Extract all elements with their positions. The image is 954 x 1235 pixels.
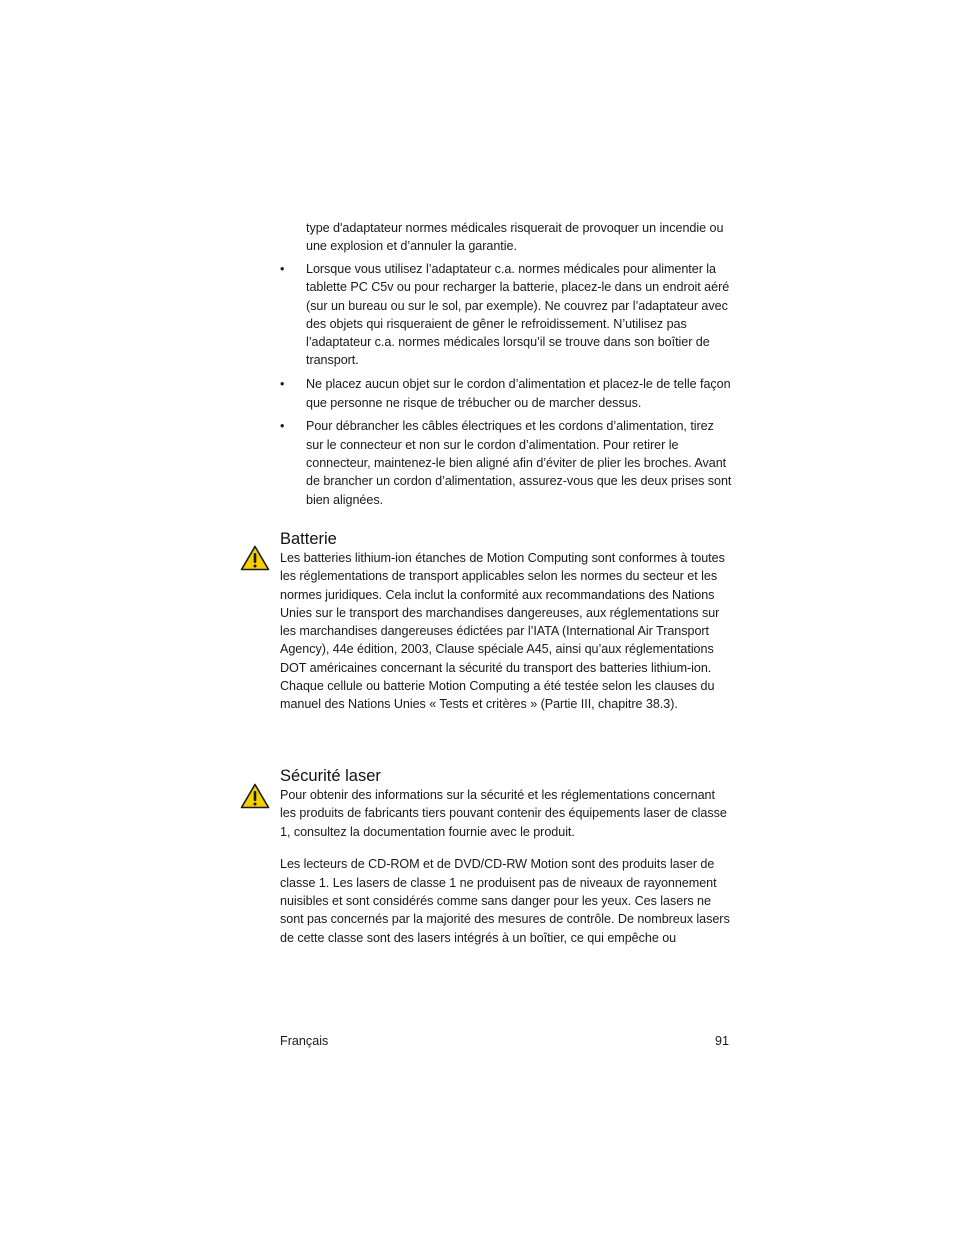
- bullet-text: Pour débrancher les câbles électriques et les cordons d’alimentation, tirez sur le connecteur et non sur le cordon d’alimentation. Pour retirer le connecteur, maintenez-le bien aligné afin d’éviter de plier les broches. Avant de brancher un cordon d’alimentation, assurez-vous que les deux prises sont bien alignées.: [306, 419, 732, 507]
- battery-section: [280, 529, 732, 714]
- bullet-text: Lorsque vous utilisez l’adaptateur c.a. normes médicales pour alimenter la tablette PC C5v ou pour recharger la batterie, placez-le dans un endroit aéré (sur un bureau ou sur le sol, par exemple). Ne couvrez par l’adaptateur avec des objets qui risqueraient de gêner le refroidissement. N’utilisez pas l’adaptateur c.a. normes médicales lorsqu’il se trouve dans son boîtier de transport.: [306, 262, 730, 368]
- laser-paragraph-2: Les lecteurs de CD-ROM et de DVD/CD-RW Motion sont des produits laser de classe 1. Les lasers de classe 1 ne produisent pas de niveaux de rayonnement nuisibles et sont considérés comme sans danger pour les yeux. Ces lasers ne sont pas concernés par la majorité des mesures de contrôle. De nombreux lasers de cette classe sont des lasers intégrés à un boîtier, ce qui empêche ou: [280, 857, 730, 945]
- bullet-text: Ne placez aucun objet sur le cordon d’alimentation et placez-le de telle façon que personne ne risque de trébucher ou de marcher dessus.: [306, 377, 731, 410]
- bullet-item: [280, 260, 732, 370]
- warning-triangle-icon: [240, 545, 270, 571]
- bullet-item: [280, 375, 732, 412]
- bullet-marker: •: [280, 262, 285, 276]
- battery-paragraph: Les batteries lithium-ion étanches de Motion Computing sont conformes à toutes les réglementations de transport applicables selon les normes du secteur et les normes juridiques. Cela inclut la conformité aux recommandations des Nations Unies sur le transport des marchandises dangereuses, aux réglementations sur les marchandises dangereuses édictées par l’IATA (International Air Transport Agency), 44e édition, 2003, Clause spéciale A45, ainsi qu’aux réglementations DOT américaines concernant la sécurité du transport des batteries lithium-ion. Chaque cellule ou batterie Motion Computing a été testée selon les clauses du manuel des Nations Unies « Tests et critères » (Partie III, chapitre 38.3).: [280, 551, 725, 712]
- intro-continuation-paragraph: type d'adaptateur normes médicales risquerait de provoquer un incendie ou une explosion et d’annuler la garantie.: [306, 221, 724, 254]
- bullet-marker: •: [280, 377, 285, 392]
- laser-section: [280, 766, 732, 947]
- warning-triangle-icon: [240, 783, 270, 809]
- laser-heading: Sécurité laser: [280, 767, 381, 785]
- battery-heading: Batterie: [280, 530, 337, 548]
- safety-bullet-list: [280, 260, 732, 514]
- laser-paragraph-1: Pour obtenir des informations sur la sécurité et les réglementations concernant les produits de fabricants tiers pouvant contenir des équipements laser de classe 1, consultez la documentation fournie avec le produit.: [280, 788, 727, 839]
- bullet-item: [280, 417, 732, 508]
- footer-language: Français: [280, 1034, 329, 1048]
- page-number: 91: [714, 1034, 729, 1048]
- bullet-marker: •: [280, 419, 285, 434]
